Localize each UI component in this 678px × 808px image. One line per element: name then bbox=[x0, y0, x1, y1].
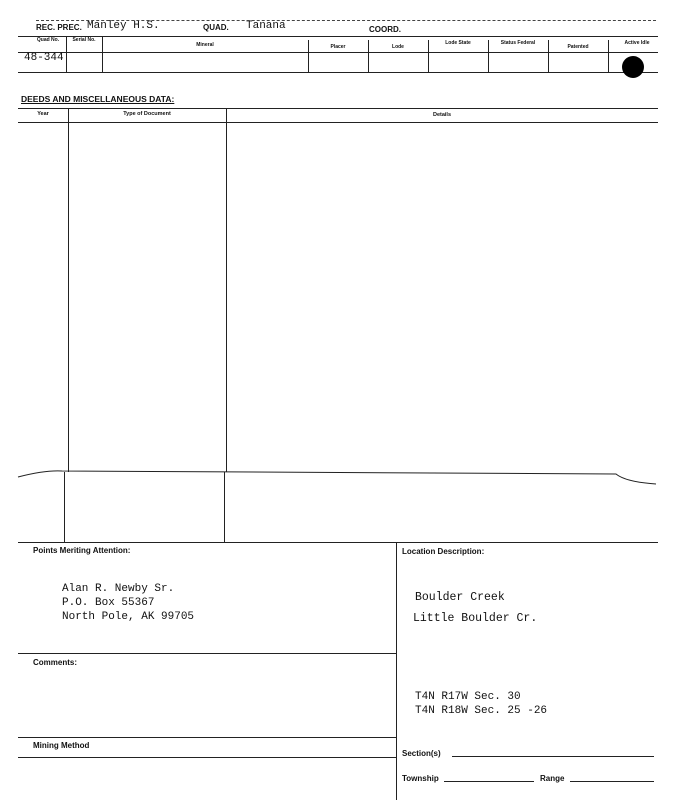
punch-hole-mark bbox=[622, 56, 644, 78]
mining-rule bbox=[18, 737, 396, 738]
page-seam bbox=[0, 462, 678, 492]
col-sep bbox=[102, 36, 103, 72]
quad-label: QUAD. bbox=[203, 23, 229, 32]
legal-description: T4N R17W Sec. 30 bbox=[415, 691, 521, 703]
township-label: Township bbox=[402, 774, 439, 783]
col-placer: Placer bbox=[330, 44, 346, 50]
quad-no-value: 48-344 bbox=[24, 52, 64, 64]
col-sep bbox=[488, 40, 489, 72]
col-active-idle: Active Idle bbox=[624, 40, 650, 46]
legal-description: T4N R18W Sec. 25 -26 bbox=[415, 705, 548, 717]
col-quad-no: Quad No. bbox=[36, 37, 60, 43]
lower-top-rule bbox=[18, 542, 658, 543]
deeds-header-rule bbox=[18, 122, 658, 123]
lower-divider bbox=[396, 542, 397, 800]
col-patented: Patented bbox=[567, 44, 589, 50]
col-lode-state: Lode State bbox=[445, 40, 471, 46]
address-line: P.O. Box 55367 bbox=[62, 597, 155, 609]
deeds-col-sep bbox=[68, 108, 69, 472]
rec-prec-label: REC. PREC. bbox=[36, 23, 82, 32]
range-label: Range bbox=[540, 774, 565, 783]
comments-rule bbox=[18, 653, 396, 654]
points-label: Points Meriting Attention: bbox=[33, 546, 131, 555]
deeds-title: DEEDS AND MISCELLANEOUS DATA: bbox=[21, 94, 175, 104]
address-line: North Pole, AK 99705 bbox=[62, 611, 195, 623]
col-type-of-document: Type of Document bbox=[123, 111, 171, 117]
comments-label: Comments: bbox=[33, 658, 78, 667]
col-mineral: Mineral bbox=[196, 42, 214, 48]
col-sep bbox=[428, 40, 429, 72]
sections-line bbox=[452, 756, 654, 757]
quad-value: Tanana bbox=[246, 20, 286, 32]
location-label: Location Description: bbox=[402, 547, 485, 556]
rec-prec-value: Manley H.S. bbox=[87, 20, 160, 32]
range-line bbox=[570, 781, 654, 782]
deeds-top-rule bbox=[18, 108, 658, 109]
header-row-rule bbox=[18, 52, 658, 53]
mining-method-label: Mining Method bbox=[33, 741, 90, 750]
col-status-federal: Status Federal bbox=[500, 40, 536, 46]
col-serial-no: Serial No. bbox=[72, 37, 96, 43]
mining-bottom-rule bbox=[18, 757, 396, 758]
deeds-col-sep bbox=[226, 108, 227, 472]
header-rule bbox=[18, 36, 658, 37]
location-line: Boulder Creek bbox=[415, 591, 505, 604]
sections-label: Section(s) bbox=[402, 749, 441, 758]
header-top-rule bbox=[36, 20, 656, 21]
col-lode: Lode bbox=[392, 44, 404, 50]
col-year: Year bbox=[37, 111, 49, 117]
location-line: Little Boulder Cr. bbox=[413, 612, 538, 625]
address-line: Alan R. Newby Sr. bbox=[62, 583, 175, 595]
coord-label: COORD. bbox=[369, 25, 401, 34]
header-bottom-rule bbox=[18, 72, 658, 73]
col-details: Details bbox=[432, 112, 452, 118]
township-line bbox=[444, 781, 534, 782]
col-sep bbox=[608, 40, 609, 72]
